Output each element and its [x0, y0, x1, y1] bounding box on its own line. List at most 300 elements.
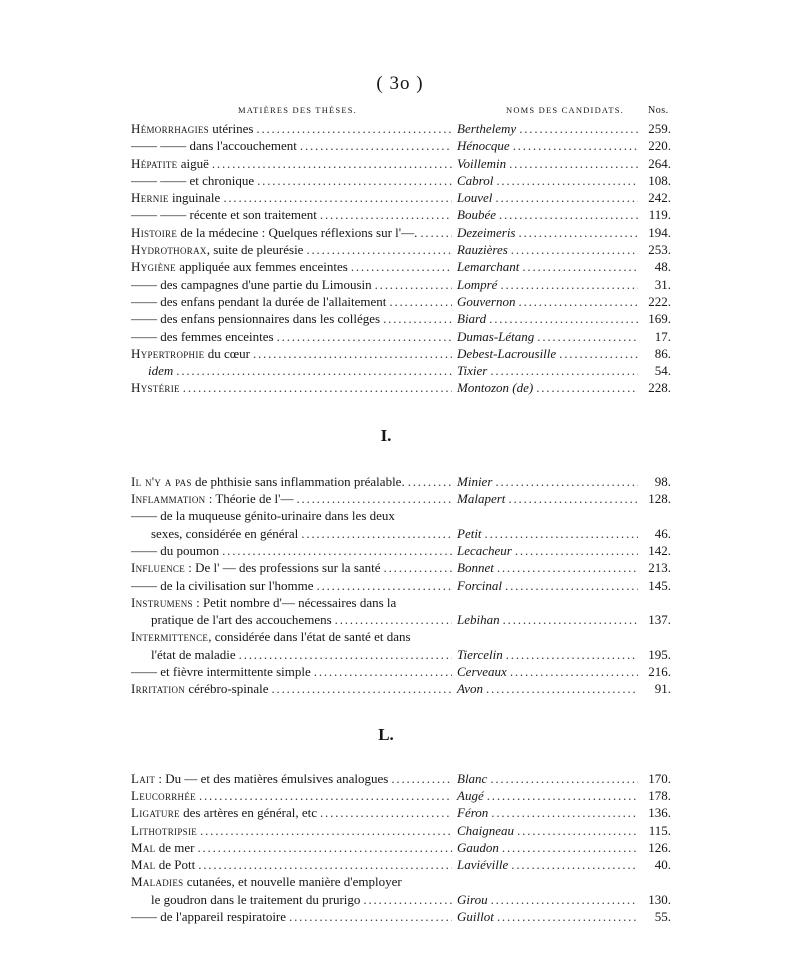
index-row	[131, 771, 671, 788]
subject-rest: , considérée dans l'état de santé et dans	[208, 629, 411, 645]
subject-text	[131, 874, 402, 890]
dot-leader	[490, 771, 638, 787]
subject-rest: , suite de pleurésie	[206, 242, 304, 258]
candidate-name: Cabrol	[457, 172, 494, 188]
dot-leader	[320, 207, 452, 223]
column-header-numbers: Nos.	[648, 105, 669, 116]
dot-leader	[239, 647, 452, 663]
subject-rest: —— et fièvre intermittente simple	[131, 664, 311, 680]
candidate-name: Guillot	[457, 908, 494, 924]
column-header-candidates: NOMS DES CANDIDATS.	[506, 105, 624, 115]
subject-text	[131, 612, 332, 628]
subject-cell	[131, 612, 455, 628]
subject-text	[131, 259, 348, 275]
candidate-name: Hénocque	[457, 138, 510, 154]
dot-leader	[335, 612, 452, 628]
subject-lead: Lait	[131, 770, 156, 786]
subject-rest: des artères en général, etc	[179, 805, 317, 821]
index-row	[131, 311, 671, 328]
page-number: ( 3o )	[376, 73, 424, 94]
candidate-cell	[455, 647, 641, 663]
thesis-number: 115.	[648, 822, 671, 838]
subject-cell	[131, 277, 455, 293]
dot-leader	[391, 771, 452, 787]
dot-leader	[176, 363, 452, 379]
subject-rest: inguinale	[168, 190, 221, 206]
subject-rest: sexes, considérée en général	[151, 525, 299, 541]
subject-cell	[131, 629, 455, 645]
candidate-name: Forcinal	[457, 577, 503, 593]
subject-cell	[131, 121, 455, 137]
index-row	[131, 629, 671, 646]
dot-leader	[197, 840, 452, 856]
index-row	[131, 823, 671, 840]
subject-rest: idem	[148, 363, 174, 379]
candidate-name: Petit	[457, 525, 482, 541]
subject-text	[131, 909, 286, 925]
thesis-number: 128.	[648, 491, 671, 507]
thesis-number: 242.	[648, 190, 671, 206]
subject-lead: Il n'y a pas	[131, 473, 192, 489]
subject-rest: de phthisie sans inflammation préalable.	[191, 473, 405, 489]
index-row	[131, 857, 671, 874]
thesis-number: 137.	[648, 612, 671, 628]
candidate-cell	[455, 363, 641, 379]
thesis-number: 178.	[648, 787, 671, 803]
subject-cell	[131, 363, 455, 379]
dot-leader	[486, 681, 638, 697]
index-row	[131, 543, 671, 560]
subject-lead: Irritation	[131, 681, 186, 697]
dot-leader	[506, 647, 638, 663]
subject-cell	[131, 909, 455, 925]
dot-leader	[495, 474, 638, 490]
candidate-name: Lemarchant	[457, 259, 520, 275]
index-row	[131, 805, 671, 822]
candidate-cell	[455, 578, 641, 594]
section-letter: L.	[378, 724, 394, 744]
subject-text	[131, 294, 386, 310]
thesis-number: 17.	[654, 328, 671, 344]
thesis-number: 130.	[648, 891, 671, 907]
index-row	[131, 578, 671, 595]
candidate-name: Lompré	[457, 276, 498, 292]
thesis-number: 136.	[648, 805, 671, 821]
subject-cell	[131, 543, 455, 559]
subject-text	[131, 380, 180, 396]
candidate-cell	[455, 277, 641, 293]
subject-lead: Hygiène	[131, 259, 176, 275]
subject-text	[131, 681, 268, 697]
dot-leader	[389, 294, 452, 310]
candidate-cell	[455, 788, 641, 804]
candidate-cell	[455, 138, 641, 154]
subject-text	[131, 526, 298, 542]
subject-cell	[131, 173, 455, 189]
candidate-cell	[455, 526, 641, 542]
index-row	[131, 681, 671, 698]
subject-lead: Hydrothorax	[131, 242, 207, 258]
thesis-number: 216.	[648, 664, 671, 680]
subject-cell	[131, 380, 455, 396]
dot-leader	[198, 857, 452, 873]
subject-text	[131, 207, 317, 223]
subject-rest: pratique de l'art des accouchemens	[151, 612, 332, 628]
thesis-number: 145.	[648, 577, 671, 593]
dot-leader	[301, 526, 452, 542]
subject-cell	[131, 595, 455, 611]
dot-leader	[491, 805, 638, 821]
subject-rest: : Du — et des matières émulsives analogues	[155, 770, 389, 786]
subject-cell	[131, 190, 455, 206]
thesis-number: 194.	[648, 224, 671, 240]
index-row	[131, 560, 671, 577]
candidate-cell	[455, 857, 641, 873]
subject-text	[131, 771, 388, 787]
subject-text	[131, 805, 317, 821]
subject-text	[131, 543, 219, 559]
subject-text	[131, 560, 381, 576]
thesis-number: 98.	[654, 473, 671, 489]
thesis-number: 119.	[648, 207, 671, 223]
candidate-name: Augé	[457, 787, 484, 803]
index-row	[131, 173, 671, 190]
subject-text	[131, 329, 274, 345]
subject-cell	[131, 294, 455, 310]
candidate-cell	[455, 311, 641, 327]
dot-leader	[508, 491, 638, 507]
candidate-name: Gaudon	[457, 839, 499, 855]
dot-leader	[522, 259, 638, 275]
candidate-name: Chaigneau	[457, 822, 515, 838]
thesis-number: 126.	[648, 839, 671, 855]
candidate-name: Boubée	[457, 207, 496, 223]
index-row	[131, 612, 671, 629]
subject-rest: du cœur	[204, 345, 250, 361]
dot-leader	[496, 173, 638, 189]
dot-leader	[519, 121, 638, 137]
subject-cell	[131, 259, 455, 275]
subject-text	[131, 491, 293, 507]
index-row	[131, 909, 671, 926]
thesis-number: 86.	[654, 345, 671, 361]
subject-rest: —— —— dans l'accouchement	[131, 138, 297, 154]
candidate-name: Malapert	[457, 491, 506, 507]
candidate-cell	[455, 612, 641, 628]
subject-cell	[131, 526, 455, 542]
index-row	[131, 277, 671, 294]
subject-text	[131, 474, 405, 490]
candidate-cell	[455, 346, 641, 362]
candidate-name: Laviéville	[457, 857, 509, 873]
subject-rest: : Théorie de l'—	[205, 491, 294, 507]
candidate-name: Voillemin	[457, 155, 507, 171]
dot-leader	[183, 380, 452, 396]
candidate-name: Montozon (de)	[457, 380, 534, 396]
thesis-number: 108.	[648, 172, 671, 188]
candidate-cell	[455, 259, 641, 275]
subject-rest: cutanées, et nouvelle manière d'employer	[183, 874, 402, 890]
candidate-cell	[455, 329, 641, 345]
subject-lead: Hernie	[131, 190, 169, 206]
subject-cell	[131, 771, 455, 787]
subject-text	[131, 578, 314, 594]
dot-leader	[485, 526, 638, 542]
subject-lead: Mal	[131, 857, 156, 873]
subject-text	[131, 629, 411, 645]
candidate-name: Féron	[457, 805, 489, 821]
dot-leader	[519, 294, 639, 310]
subject-rest: —— des femmes enceintes	[131, 328, 274, 344]
dot-leader	[510, 664, 638, 680]
candidate-name: Debest-Lacrousille	[457, 345, 557, 361]
index-row	[131, 207, 671, 224]
index-row	[131, 380, 671, 397]
dot-leader	[517, 823, 638, 839]
dot-leader	[497, 560, 638, 576]
thesis-number: 228.	[648, 380, 671, 396]
subject-cell	[131, 664, 455, 680]
candidate-name: Lebihan	[457, 612, 500, 628]
candidate-cell	[455, 173, 641, 189]
dot-leader	[502, 840, 638, 856]
subject-cell	[131, 329, 455, 345]
subject-cell	[131, 207, 455, 223]
thesis-number: 264.	[648, 155, 671, 171]
candidate-name: Biard	[457, 311, 487, 327]
candidate-name: Lecacheur	[457, 542, 512, 558]
subject-cell	[131, 225, 455, 241]
subject-cell	[131, 874, 455, 890]
index-row	[131, 474, 671, 491]
subject-rest: —— des enfans pendant la durée de l'allaitement	[131, 293, 387, 309]
dot-leader	[271, 681, 452, 697]
subject-lead: Leucorrhée	[131, 787, 196, 803]
dot-leader	[536, 380, 638, 396]
candidate-cell	[455, 892, 641, 908]
subject-cell	[131, 647, 455, 663]
subject-cell	[131, 892, 455, 908]
dot-leader	[499, 207, 638, 223]
candidate-cell	[455, 560, 641, 576]
subject-text	[131, 647, 236, 663]
subject-cell	[131, 346, 455, 362]
dot-leader	[515, 543, 638, 559]
dot-leader	[384, 560, 452, 576]
dot-leader	[509, 156, 638, 172]
subject-lead: Instrumens	[131, 594, 193, 610]
subject-cell	[131, 138, 455, 154]
candidate-cell	[455, 474, 641, 490]
subject-rest: —— de la civilisation sur l'homme	[131, 577, 314, 593]
candidate-name: Avon	[457, 681, 483, 697]
subject-rest: de Pott	[155, 857, 196, 873]
dot-leader	[408, 474, 452, 490]
thesis-number: 55.	[654, 908, 671, 924]
index-row	[131, 121, 671, 138]
subject-lead: Maladies	[131, 874, 184, 890]
dot-leader	[559, 346, 638, 362]
index-row	[131, 138, 671, 155]
thesis-number: 220.	[648, 138, 671, 154]
dot-leader	[277, 329, 452, 345]
subject-text	[131, 225, 417, 241]
thesis-number: 40.	[654, 857, 671, 873]
candidate-cell	[455, 380, 641, 396]
dot-leader	[513, 138, 638, 154]
subject-cell	[131, 474, 455, 490]
subject-rest: le goudron dans le traitement du prurigo	[151, 891, 361, 907]
dot-leader	[503, 612, 638, 628]
candidate-cell	[455, 242, 641, 258]
subject-lead: Influence	[131, 560, 186, 576]
index-row	[131, 156, 671, 173]
subject-lead: Histoire	[131, 224, 178, 240]
subject-rest: —— des campagnes d'une partie du Limousin	[131, 276, 372, 292]
index-row	[131, 294, 671, 311]
dot-leader	[351, 259, 452, 275]
index-row	[131, 508, 671, 525]
thesis-number: 46.	[654, 525, 671, 541]
index-row	[131, 329, 671, 346]
subject-rest: de la médecine : Quelques réflexions sur l'—.	[177, 224, 418, 240]
subject-cell	[131, 311, 455, 327]
candidate-cell	[455, 664, 641, 680]
subject-text	[131, 346, 250, 362]
subject-cell	[131, 805, 455, 821]
subject-text	[131, 788, 196, 804]
subject-lead: Hystérie	[131, 380, 180, 396]
subject-cell	[131, 857, 455, 873]
subject-rest: —— de la muqueuse génito-urinaire dans les deux	[131, 508, 395, 524]
dot-leader	[296, 491, 452, 507]
dot-leader	[314, 664, 452, 680]
thesis-number: 253.	[648, 242, 671, 258]
subject-cell	[131, 242, 455, 258]
subject-cell	[131, 788, 455, 804]
subject-text	[131, 664, 311, 680]
dot-leader	[363, 892, 452, 908]
candidate-cell	[455, 491, 641, 507]
subject-rest: : Petit nombre d'— nécessaires dans la	[192, 594, 397, 610]
index-row	[131, 225, 671, 242]
subject-rest: : De l' — des professions sur la santé	[185, 560, 381, 576]
dot-leader	[253, 346, 452, 362]
subject-text	[131, 190, 220, 206]
dot-leader	[222, 543, 452, 559]
index-row	[131, 892, 671, 909]
dot-leader	[490, 363, 638, 379]
index-row	[131, 259, 671, 276]
candidate-cell	[455, 294, 641, 310]
subject-cell	[131, 840, 455, 856]
dot-leader	[200, 823, 452, 839]
subject-rest: appliquée aux femmes enceintes	[175, 259, 348, 275]
subject-lead: Hémorrhagies	[131, 121, 209, 136]
dot-leader	[487, 788, 638, 804]
subject-lead: Hépatite	[131, 155, 178, 171]
candidate-cell	[455, 207, 641, 223]
dot-leader	[317, 578, 452, 594]
subject-text	[131, 363, 173, 379]
candidate-name: Rauzières	[457, 242, 508, 258]
candidate-cell	[455, 909, 641, 925]
candidate-name: Dezeimeris	[457, 224, 516, 240]
candidate-cell	[455, 225, 641, 241]
subject-lead: Ligature	[131, 805, 180, 821]
index-row	[131, 346, 671, 363]
subject-cell	[131, 823, 455, 839]
thesis-number: 213.	[648, 560, 671, 576]
subject-text	[131, 277, 372, 293]
candidate-name: Tixier	[457, 363, 488, 379]
candidate-name: Louvel	[457, 190, 493, 206]
subject-text	[131, 595, 396, 611]
subject-rest: —— —— et chronique	[131, 172, 255, 188]
dot-leader	[511, 857, 638, 873]
subject-text	[131, 508, 395, 524]
subject-text	[131, 121, 253, 137]
dot-leader	[497, 909, 638, 925]
subject-rest: l'état de maladie	[151, 646, 236, 662]
dot-leader	[223, 190, 452, 206]
subject-cell	[131, 560, 455, 576]
section-letter: I.	[380, 425, 392, 445]
dot-leader	[495, 190, 638, 206]
index-row	[131, 526, 671, 543]
dot-leader	[306, 242, 452, 258]
candidate-name: Bonnet	[457, 560, 494, 576]
subject-cell	[131, 491, 455, 507]
candidate-name: Minier	[457, 473, 493, 489]
dot-leader	[199, 788, 452, 804]
subject-text	[131, 892, 360, 908]
dot-leader	[537, 329, 638, 345]
subject-text	[131, 242, 303, 258]
subject-rest: —— du poumon	[131, 542, 220, 558]
dot-leader	[212, 156, 452, 172]
candidate-cell	[455, 190, 641, 206]
index-row	[131, 647, 671, 664]
subject-cell	[131, 508, 455, 524]
subject-text	[131, 840, 194, 856]
subject-cell	[131, 156, 455, 172]
thesis-number: 54.	[654, 363, 671, 379]
dot-leader	[500, 277, 638, 293]
dot-leader	[256, 121, 452, 137]
index-row	[131, 595, 671, 612]
index-row	[131, 874, 671, 891]
dot-leader	[257, 173, 452, 189]
subject-cell	[131, 681, 455, 697]
subject-lead: Intermittence	[131, 629, 209, 645]
subject-text	[131, 823, 197, 839]
subject-text	[131, 173, 254, 189]
subject-rest: cérébro-spinale	[185, 681, 269, 697]
candidate-cell	[455, 823, 641, 839]
subject-rest: —— des enfans pensionnaires dans les colléges	[131, 311, 381, 327]
candidate-cell	[455, 543, 641, 559]
candidate-name: Cerveaux	[457, 664, 507, 680]
dot-leader	[491, 892, 638, 908]
index-entries	[131, 121, 671, 926]
index-row	[131, 788, 671, 805]
dot-leader	[383, 311, 452, 327]
dot-leader	[519, 225, 639, 241]
thesis-number: 48.	[654, 259, 671, 275]
candidate-cell	[455, 771, 641, 787]
dot-leader	[489, 311, 638, 327]
